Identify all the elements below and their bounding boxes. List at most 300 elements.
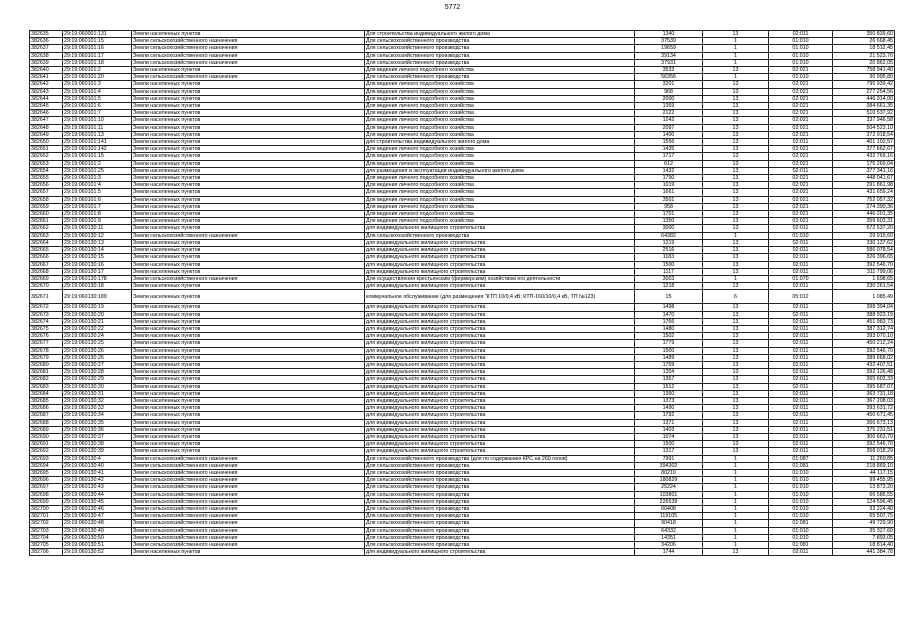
- table-row: [30, 283, 895, 290]
- table-row: [30, 318, 895, 325]
- area-cell: 39134: [635, 52, 703, 59]
- cadastral-value-cell: 359 603,31: [833, 218, 895, 225]
- code-cell: 01:010: [769, 232, 833, 239]
- row-number-cell: 382653: [30, 160, 63, 167]
- cadastral-number-cell: 29:19:060130:49: [63, 527, 132, 534]
- row-number-cell: 382654: [30, 167, 63, 174]
- cadastral-number-cell: 29:19:060130:38: [63, 441, 132, 448]
- cadastral-number-cell: 29:19:060101:6: [63, 196, 132, 203]
- group-cell: 1: [703, 462, 769, 469]
- area-cell: 1367: [635, 376, 703, 383]
- group-cell: 13: [703, 361, 769, 368]
- code-cell: 02:011: [769, 369, 833, 376]
- permitted-use-cell: Для сельскохозяйственного производства: [365, 513, 635, 520]
- permitted-use-cell: для индивидуального жилищного строительства: [365, 426, 635, 433]
- code-cell: 02:021: [769, 153, 833, 160]
- cadastral-number-cell: 29:19:060130:43: [63, 484, 132, 491]
- land-category-cell: Земли сельскохозяйственного назначения: [132, 477, 365, 484]
- cadastral-number-cell: 29:19:060130:20: [63, 311, 132, 318]
- land-category-cell: Земли сельскохозяйственного назначения: [132, 59, 365, 66]
- group-cell: 13: [703, 225, 769, 232]
- table-row: [30, 175, 895, 182]
- cadastral-value-cell: 124 596,45: [833, 498, 895, 505]
- table-row: [30, 232, 895, 239]
- permitted-use-cell: для индивидуального жилищного строительства: [365, 261, 635, 268]
- cadastral-value-cell: 21 523,70: [833, 52, 895, 59]
- land-category-cell: Земли населенных пунктов: [132, 218, 365, 225]
- cadastral-number-cell: 29:19:060130:29: [63, 376, 132, 383]
- cadastral-value-cell: 44 117,15: [833, 469, 895, 476]
- code-cell: 01:010: [769, 498, 833, 505]
- cadastral-value-cell: 401 102,57: [833, 139, 895, 146]
- code-cell: 02:011: [769, 31, 833, 38]
- code-cell: 01:010: [769, 52, 833, 59]
- table-row: [30, 59, 895, 66]
- area-cell: 1371: [635, 419, 703, 426]
- group-cell: 13: [703, 160, 769, 167]
- cadastral-number-cell: 29:19:060130:33: [63, 405, 132, 412]
- land-category-cell: Земли населенных пунктов: [132, 131, 365, 138]
- code-cell: 01:081: [769, 542, 833, 549]
- group-cell: 13: [703, 247, 769, 254]
- group-cell: 13: [703, 139, 769, 146]
- cadastral-number-cell: 29:19:060130:27: [63, 361, 132, 368]
- cadastral-value-cell: 432 407,51: [833, 361, 895, 368]
- land-category-cell: Земли населенных пунктов: [132, 333, 365, 340]
- code-cell: 02:021: [769, 211, 833, 218]
- cadastral-number-cell: 29:19:060101:17: [63, 52, 132, 59]
- permitted-use-cell: Для ведения личного подсобного хозяйства: [365, 110, 635, 117]
- permitted-use-cell: Для ведения личного подсобного хозяйства: [365, 67, 635, 74]
- group-cell: 13: [703, 448, 769, 455]
- cadastral-value-cell: 358 018,29: [833, 448, 895, 455]
- table-row: [30, 397, 895, 404]
- group-cell: 1: [703, 38, 769, 45]
- cadastral-number-cell: 29:19:060101:141: [63, 139, 132, 146]
- row-number-cell: 382645: [30, 103, 63, 110]
- cadastral-value-cell: 451 983,73: [833, 318, 895, 325]
- row-number-cell: 382637: [30, 45, 63, 52]
- row-number-cell: 382698: [30, 491, 63, 498]
- table-row: [30, 498, 895, 505]
- group-cell: 13: [703, 390, 769, 397]
- row-number-cell: 382663: [30, 232, 63, 239]
- table-row: [30, 211, 895, 218]
- land-category-cell: Земли населенных пунктов: [132, 146, 365, 153]
- land-category-cell: Земли населенных пунктов: [132, 304, 365, 311]
- land-category-cell: Земли населенных пунктов: [132, 103, 365, 110]
- permitted-use-cell: Для ведения личного подсобного хозяйства: [365, 189, 635, 196]
- code-cell: 01:081: [769, 462, 833, 469]
- land-category-cell: Земли населенных пунктов: [132, 110, 365, 117]
- cadastral-number-cell: 29:19:060130:22: [63, 325, 132, 332]
- group-cell: 1: [703, 477, 769, 484]
- code-cell: 02:011: [769, 419, 833, 426]
- row-number-cell: 382678: [30, 347, 63, 354]
- group-cell: 1: [703, 527, 769, 534]
- permitted-use-cell: Для сельскохозяйственного производства: [365, 527, 635, 534]
- code-cell: 02:021: [769, 196, 833, 203]
- cadastral-number-cell: 29:19:060130:52: [63, 549, 132, 556]
- land-category-cell: Земли населенных пунктов: [132, 211, 365, 218]
- area-cell: 64382: [635, 232, 703, 239]
- area-cell: 3201: [635, 81, 703, 88]
- table-row: [30, 182, 895, 189]
- cadastral-number-cell: 29:19:060130:44: [63, 491, 132, 498]
- land-category-cell: Земли сельскохозяйственного назначения: [132, 462, 365, 469]
- area-cell: 1183: [635, 254, 703, 261]
- cadastral-value-cell: 11 269,85: [833, 455, 895, 462]
- cadastral-value-cell: 372 918,54: [833, 131, 895, 138]
- cadastral-value-cell: 393 070,10: [833, 333, 895, 340]
- land-category-cell: Земли населенных пунктов: [132, 182, 365, 189]
- land-category-cell: Земли населенных пунктов: [132, 196, 365, 203]
- group-cell: 13: [703, 304, 769, 311]
- permitted-use-cell: для индивидуального жилищного строительства: [365, 383, 635, 390]
- permitted-use-cell: Для ведения личного подсобного хозяйства: [365, 182, 635, 189]
- permitted-use-cell: для индивидуального жилищного строительства: [365, 361, 635, 368]
- cadastral-number-cell: 29:19:060101:20: [63, 74, 132, 81]
- cadastral-number-cell: 29:19:060130:41: [63, 469, 132, 476]
- row-number-cell: 382689: [30, 426, 63, 433]
- row-number-cell: 382683: [30, 383, 63, 390]
- land-category-cell: Земли населенных пунктов: [132, 175, 365, 182]
- row-number-cell: 382670: [30, 283, 63, 290]
- table-row: [30, 340, 895, 347]
- cadastral-number-cell: 29:19:060101:7: [63, 203, 132, 210]
- table-row: [30, 304, 895, 311]
- table-row: [30, 484, 895, 491]
- cadastral-value-cell: 389 668,02: [833, 354, 895, 361]
- code-cell: 02:011: [769, 304, 833, 311]
- cadastral-number-cell: 29:19:060101:2: [63, 67, 132, 74]
- row-number-cell: 382700: [30, 506, 63, 513]
- code-cell: 01:010: [769, 534, 833, 541]
- code-cell: 01:010: [769, 506, 833, 513]
- row-number-cell: 382685: [30, 397, 63, 404]
- cadastral-number-cell: 29:19:060101:4: [63, 88, 132, 95]
- permitted-use-cell: Для сельскохозяйственного производства (для по содержанию КРС на 260 голов): [365, 455, 635, 462]
- group-cell: 13: [703, 81, 769, 88]
- permitted-use-cell: Для сельскохозяйственного производства: [365, 542, 635, 549]
- area-cell: 90418: [635, 520, 703, 527]
- area-cell: 119105: [635, 513, 703, 520]
- code-cell: 02:011: [769, 283, 833, 290]
- permitted-use-cell: Для ведения личного подсобного хозяйства: [365, 124, 635, 131]
- area-cell: 1500: [635, 261, 703, 268]
- cadastral-number-cell: 29:19:060130:51: [63, 542, 132, 549]
- area-cell: 1117: [635, 268, 703, 275]
- code-cell: 02:021: [769, 182, 833, 189]
- code-cell: 02:021: [769, 117, 833, 124]
- table-row: [30, 31, 895, 38]
- area-cell: 1432: [635, 167, 703, 174]
- permitted-use-cell: Для сельскохозяйственного производства: [365, 45, 635, 52]
- row-number-cell: 382635: [30, 31, 63, 38]
- code-cell: 02:021: [769, 124, 833, 131]
- land-category-cell: Земли сельскохозяйственного назначения: [132, 484, 365, 491]
- area-cell: 2000: [635, 95, 703, 102]
- area-cell: 1790: [635, 175, 703, 182]
- code-cell: 02:011: [769, 318, 833, 325]
- group-cell: 13: [703, 369, 769, 376]
- table-row: [30, 405, 895, 412]
- cadastral-value-cell: 274 390,36: [833, 203, 895, 210]
- group-cell: 1: [703, 506, 769, 513]
- permitted-use-cell: Для ведения личного подсобного хозяйства: [365, 103, 635, 110]
- group-cell: 13: [703, 31, 769, 38]
- land-category-cell: Земли населенных пунктов: [132, 369, 365, 376]
- row-number-cell: 382665: [30, 247, 63, 254]
- group-cell: 13: [703, 124, 769, 131]
- area-cell: 394302: [635, 462, 703, 469]
- code-cell: 02:011: [769, 325, 833, 332]
- group-cell: 13: [703, 268, 769, 275]
- area-cell: 15: [635, 290, 703, 304]
- permitted-use-cell: Для ведения личного подсобного хозяйства: [365, 196, 635, 203]
- cadastral-number-cell: 29:19:060101:142: [63, 146, 132, 153]
- row-number-cell: 382696: [30, 477, 63, 484]
- group-cell: 1: [703, 513, 769, 520]
- permitted-use-cell: Для ведения личного подсобного хозяйства: [365, 95, 635, 102]
- row-number-cell: 382681: [30, 369, 63, 376]
- land-category-cell: Земли населенных пунктов: [132, 390, 365, 397]
- land-category-cell: Земли населенных пунктов: [132, 318, 365, 325]
- group-cell: 1: [703, 484, 769, 491]
- cadastral-value-cell: 432 769,16: [833, 153, 895, 160]
- permitted-use-cell: для индивидуального жилищного строительства: [365, 347, 635, 354]
- table-row: [30, 95, 895, 102]
- code-cell: 02:021: [769, 95, 833, 102]
- land-category-cell: Земли сельскохозяйственного назначения: [132, 45, 365, 52]
- row-number-cell: 382703: [30, 527, 63, 534]
- permitted-use-cell: Для сельскохозяйственного производства: [365, 534, 635, 541]
- area-cell: 1661: [635, 189, 703, 196]
- row-number-cell: 382677: [30, 340, 63, 347]
- group-cell: 13: [703, 182, 769, 189]
- row-number-cell: 382705: [30, 542, 63, 549]
- permitted-use-cell: Для сельскохозяйственного производства: [365, 491, 635, 498]
- area-cell: 1769: [635, 361, 703, 368]
- land-category-cell: Земли сельскохозяйственного назначения: [132, 232, 365, 239]
- area-cell: 180829: [635, 477, 703, 484]
- area-cell: 1512: [635, 383, 703, 390]
- land-category-cell: Земли населенных пунктов: [132, 247, 365, 254]
- table-row: [30, 225, 895, 232]
- table-row: [30, 81, 895, 88]
- area-cell: 56356: [635, 74, 703, 81]
- row-number-cell: 382686: [30, 405, 63, 412]
- permitted-use-cell: Для сельскохозяйственного производства: [365, 38, 635, 45]
- area-cell: 1490: [635, 405, 703, 412]
- code-cell: 02:021: [769, 160, 833, 167]
- cadastral-value-cell: 363 731,18: [833, 390, 895, 397]
- row-number-cell: 382695: [30, 469, 63, 476]
- row-number-cell: 382671: [30, 290, 63, 304]
- permitted-use-cell: Для ведения личного подсобного хозяйства: [365, 203, 635, 210]
- group-cell: 13: [703, 325, 769, 332]
- land-category-cell: Земли сельскохозяйственного назначения: [132, 74, 365, 81]
- cadastral-value-cell: 66 586,55: [833, 491, 895, 498]
- area-cell: 226539: [635, 498, 703, 505]
- table-row: [30, 455, 895, 462]
- table-row: [30, 88, 895, 95]
- area-cell: 958: [635, 203, 703, 210]
- table-row: [30, 333, 895, 340]
- code-cell: 01:070: [769, 275, 833, 282]
- permitted-use-cell: Для сельскохозяйственного производства: [365, 232, 635, 239]
- row-number-cell: 382679: [30, 354, 63, 361]
- table-row: [30, 412, 895, 419]
- land-category-cell: Земли населенных пунктов: [132, 203, 365, 210]
- cadastral-value-cell: 446 201,35: [833, 211, 895, 218]
- cadastral-number-cell: 29:19:060101:2: [63, 160, 132, 167]
- code-cell: 01:010: [769, 477, 833, 484]
- cadastral-number-cell: 29:19:060101:3: [63, 81, 132, 88]
- land-registry-table: [29, 30, 895, 556]
- row-number-cell: 382656: [30, 182, 63, 189]
- permitted-use-cell: для индивидуального жилищного строительства: [365, 390, 635, 397]
- area-cell: 2122: [635, 110, 703, 117]
- cadastral-number-cell: 29:19:060130:189: [63, 290, 132, 304]
- cadastral-value-cell: 366 673,13: [833, 419, 895, 426]
- table-row: [30, 520, 895, 527]
- row-number-cell: 382667: [30, 261, 63, 268]
- land-category-cell: Земли сельскохозяйственного назначения: [132, 542, 365, 549]
- land-category-cell: Земли населенных пунктов: [132, 88, 365, 95]
- area-cell: 1242: [635, 117, 703, 124]
- row-number-cell: 382699: [30, 498, 63, 505]
- table-row: [30, 103, 895, 110]
- code-cell: 02:011: [769, 354, 833, 361]
- permitted-use-cell: для индивидуального жилищного строительства: [365, 304, 635, 311]
- table-row: [30, 275, 895, 282]
- row-number-cell: 382706: [30, 549, 63, 556]
- cadastral-value-cell: 504 523,10: [833, 124, 895, 131]
- row-number-cell: 382682: [30, 376, 63, 383]
- group-cell: 13: [703, 196, 769, 203]
- page-number: 5772: [444, 4, 461, 11]
- permitted-use-cell: Для ведения личного подсобного хозяйства: [365, 146, 635, 153]
- land-category-cell: Земли населенных пунктов: [132, 412, 365, 419]
- land-category-cell: Земли населенных пунктов: [132, 261, 365, 268]
- cadastral-number-cell: 29:19:060130:36: [63, 426, 132, 433]
- area-cell: 1400: [635, 131, 703, 138]
- group-cell: 13: [703, 218, 769, 225]
- row-number-cell: 382644: [30, 95, 63, 102]
- area-cell: 1074: [635, 433, 703, 440]
- land-category-cell: Земли населенных пунктов: [132, 426, 365, 433]
- permitted-use-cell: для индивидуального жилищного строительства: [365, 433, 635, 440]
- cadastral-number-cell: 29:19:060130:18: [63, 283, 132, 290]
- group-cell: 13: [703, 67, 769, 74]
- table-row: [30, 124, 895, 131]
- row-number-cell: 382648: [30, 124, 63, 131]
- group-cell: 13: [703, 340, 769, 347]
- permitted-use-cell: Для сельскохозяйственного производства: [365, 52, 635, 59]
- table-row: [30, 160, 895, 167]
- land-category-cell: Земли населенных пунктов: [132, 405, 365, 412]
- land-category-cell: Земли сельскохозяйственного назначения: [132, 52, 365, 59]
- table-row: [30, 146, 895, 153]
- cadastral-number-cell: 29:19:060130:31: [63, 390, 132, 397]
- cadastral-number-cell: 29:19:060101:5: [63, 95, 132, 102]
- land-category-cell: Земли населенных пунктов: [132, 254, 365, 261]
- code-cell: 01:081: [769, 520, 833, 527]
- table-row: [30, 513, 895, 520]
- table-row: [30, 419, 895, 426]
- row-number-cell: 382638: [30, 52, 63, 59]
- land-category-cell: Земли населенных пунктов: [132, 268, 365, 275]
- group-cell: 1: [703, 498, 769, 505]
- table-row: [30, 506, 895, 513]
- permitted-use-cell: для индивидуального жилищного строительства: [365, 340, 635, 347]
- row-number-cell: 382643: [30, 88, 63, 95]
- land-category-cell: Земли населенных пунктов: [132, 549, 365, 556]
- code-cell: 02:011: [769, 261, 833, 268]
- area-cell: 2516: [635, 247, 703, 254]
- land-category-cell: Земли населенных пунктов: [132, 361, 365, 368]
- land-category-cell: Земли населенных пунктов: [132, 441, 365, 448]
- code-cell: 02:011: [769, 347, 833, 354]
- cadastral-number-cell: 29:19:060101:8: [63, 211, 132, 218]
- cadastral-number-cell: 29:19:060101:16: [63, 45, 132, 52]
- row-number-cell: 382702: [30, 520, 63, 527]
- table-row: [30, 527, 895, 534]
- land-category-cell: Земли населенных пунктов: [132, 419, 365, 426]
- permitted-use-cell: Для сельскохозяйственного производства: [365, 74, 635, 81]
- cadastral-value-cell: 29 915,60: [833, 232, 895, 239]
- cadastral-value-cell: 337 946,58: [833, 117, 895, 124]
- area-cell: 2097: [635, 124, 703, 131]
- permitted-use-cell: для индивидуального жилищного строительства: [365, 354, 635, 361]
- land-category-cell: Земли населенных пунктов: [132, 31, 365, 38]
- cadastral-value-cell: 393 631,72: [833, 405, 895, 412]
- land-category-cell: Земли сельскохозяйственного назначения: [132, 38, 365, 45]
- cadastral-number-cell: 29:19:060130:48: [63, 520, 132, 527]
- code-cell: 02:011: [769, 405, 833, 412]
- cadastral-value-cell: 330 137,62: [833, 239, 895, 246]
- code-cell: 02:011: [769, 311, 833, 318]
- group-cell: 13: [703, 95, 769, 102]
- group-cell: 6: [703, 290, 769, 304]
- area-cell: 1317: [635, 448, 703, 455]
- code-cell: 01:010: [769, 59, 833, 66]
- code-cell: 02:011: [769, 426, 833, 433]
- area-cell: 1556: [635, 139, 703, 146]
- land-category-cell: Земли населенных пунктов: [132, 283, 365, 290]
- cadastral-value-cell: 395 687,07: [833, 383, 895, 390]
- row-number-cell: 382694: [30, 462, 63, 469]
- code-cell: 01:010: [769, 513, 833, 520]
- cadastral-value-cell: 758 941,40: [833, 67, 895, 74]
- cadastral-value-cell: 326 396,65: [833, 254, 895, 261]
- area-cell: 1701: [635, 211, 703, 218]
- cadastral-number-cell: 29:19:060101:7: [63, 110, 132, 117]
- area-cell: 1480: [635, 325, 703, 332]
- table-row: [30, 469, 895, 476]
- code-cell: 02:021: [769, 175, 833, 182]
- area-cell: 1779: [635, 340, 703, 347]
- table-row: [30, 189, 895, 196]
- area-cell: 34206: [635, 542, 703, 549]
- code-cell: 02:011: [769, 340, 833, 347]
- area-cell: 1500: [635, 347, 703, 354]
- row-number-cell: 382692: [30, 448, 63, 455]
- area-cell: 1403: [635, 426, 703, 433]
- code-cell: 02:021: [769, 146, 833, 153]
- cadastral-value-cell: 795 939,42: [833, 81, 895, 88]
